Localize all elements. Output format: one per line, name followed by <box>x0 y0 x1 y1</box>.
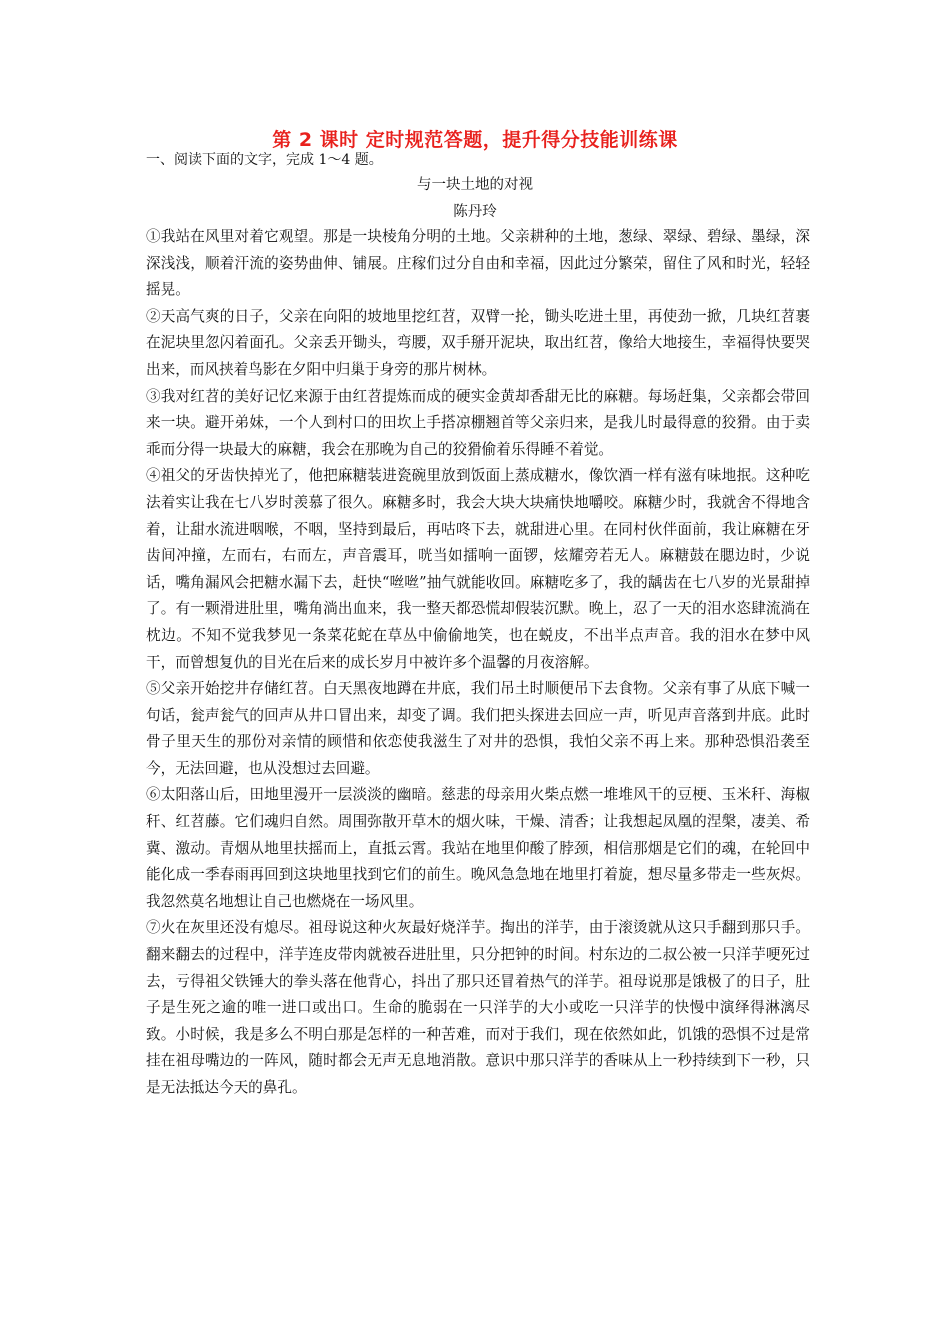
question-instruction: 一、阅读下面的文字，完成 1～4 题。 <box>146 152 383 168</box>
paragraph-1: ①我站在风里对着它观望。那是一块棱角分明的土地。父亲耕种的土地，葱绿、翠绿、碧绿、墨绿，深深浅浅，顺着汗流的姿势曲伸、铺展。庄稼们过分自由和幸福，因此过分繁荣，留住了风和时光，轻轻摇晃。 <box>146 228 810 299</box>
article-author: 陈丹玲 <box>453 204 497 220</box>
paragraph-5: ⑤父亲开始挖井存储红苕。白天黑夜地蹲在井底，我们吊土时顺便吊下去食物。父亲有事了从底下喊一句话，瓮声瓮气的回声从井口冒出来，却变了调。我们把头探进去回应一声，听见声音落到井底。此时骨子里天生的那份对亲情的顾惜和依恋使我滋生了对井的恐惧，我怕父亲不再上来。那种恐惧沿袭至今，无法回避，也从没想过去回避。 <box>146 680 810 777</box>
article-body <box>146 224 810 1102</box>
paragraph-2: ②天高气爽的日子，父亲在向阳的坡地里挖红苕，双臂一抡，锄头吃进土里，再使劲一掀，几块红苕裹在泥块里忽闪着面孔。父亲丢开锄头，弯腰，双手掰开泥块，取出红苕，像给大地接生，幸福得快要哭出来，而风挟着鸟影在夕阳中归巢于身旁的那片树林。 <box>146 307 810 378</box>
paragraph-4: ④祖父的牙齿快掉光了，他把麻糖装进瓷碗里放到饭面上蒸成糖水，像饮酒一样有滋有味地抿。这种吃法着实让我在七八岁时羡慕了很久。麻糖多时，我会大块大块痛快地嚼咬。麻糖少时，我就舍不得地含着，让甜水流进咽喉，不咽，坚持到最后，再咕咚下去，就甜进心里。在同村伙伴面前，我让麻糖在牙齿间冲撞，左而右，右而左，声音震耳，咣当如擂响一面锣，炫耀旁若无人。麻糖鼓在腮边时，少说话，嘴角漏风会把糖水漏下去，赶快“咝咝”抽气就能收回。麻糖吃多了，我的龋齿在七八岁的光景甜掉了。有一颗滑进肚里，嘴角淌出血来，我一整天都恐慌却假装沉默。晚上，忍了一天的泪水恣肆流淌在枕边。不知不觉我梦见一条菜花蛇在草丛中偷偷地笑，也在蜕皮，不出半点声音。我的泪水在梦中风干，而曾想复仇的目光在后来的成长岁月中被许多个温馨的月夜溶解。 <box>146 467 810 671</box>
paragraph-7: ⑦火在灰里还没有熄尽。祖母说这种火灰最好烧洋芋。掏出的洋芋，由于滚烫就从这只手翻到那只手。翻来翻去的过程中，洋芋连皮带肉就被吞进肚里，只分把钟的时间。村东边的二叔公被一只洋芋哽死过去，亏得祖父铁锤大的拳头落在他背心，抖出了那只还冒着热气的洋芋。祖母说那是饿极了的日子，肚子是生死之逾的唯一进口或出口。生命的脆弱在一只洋芋的大小或吃一只洋芋的快慢中演绎得淋漓尽致。小时候，我是多么不明白那是怎样的一种苦难，而对于我们，现在依然如此，饥饿的恐惧不过是常挂在祖母嘴边的一阵风，随时都会无声无息地消散。意识中那只洋芋的香味从上一秒持续到下一秒，只是无法抵达今天的鼻孔。 <box>146 919 810 1096</box>
lesson-title: 第 2 课时 定时规范答题，提升得分技能训练课 <box>272 129 678 151</box>
paragraph-3: ③我对红苕的美好记忆来源于由红苕提炼而成的硬实金黄却香甜无比的麻糖。每场赶集，父亲都会带回来一块。避开弟妹，一个人到村口的田坎上手搭凉棚翘首等父亲归来，是我儿时最得意的狡猾。由于卖乖而分得一块最大的麻糖，我会在那晚为自己的狡猾偷着乐得睡不着觉。 <box>146 387 810 458</box>
article-title: 与一块土地的对视 <box>417 177 533 193</box>
paragraph-6: ⑥太阳落山后，田地里漫开一层淡淡的幽暗。慈悲的母亲用火柴点燃一堆堆风干的豆梗、玉米秆、海椒秆、红苕藤。它们魂归自然。周围弥散开草木的烟火味，干燥、清香；让我想起凤凰的涅槃，凄美、希冀、激动。青烟从地里扶摇而上，直抵云霄。我站在地里仰酸了脖颈，相信那烟是它们的魂，在轮回中能化成一季春雨再回到这块地里找到它们的前生。晚风急急地在地里打着旋，想尽量多带走一些灰烬。我忽然莫名地想让自己也燃烧在一场风里。 <box>146 786 810 910</box>
